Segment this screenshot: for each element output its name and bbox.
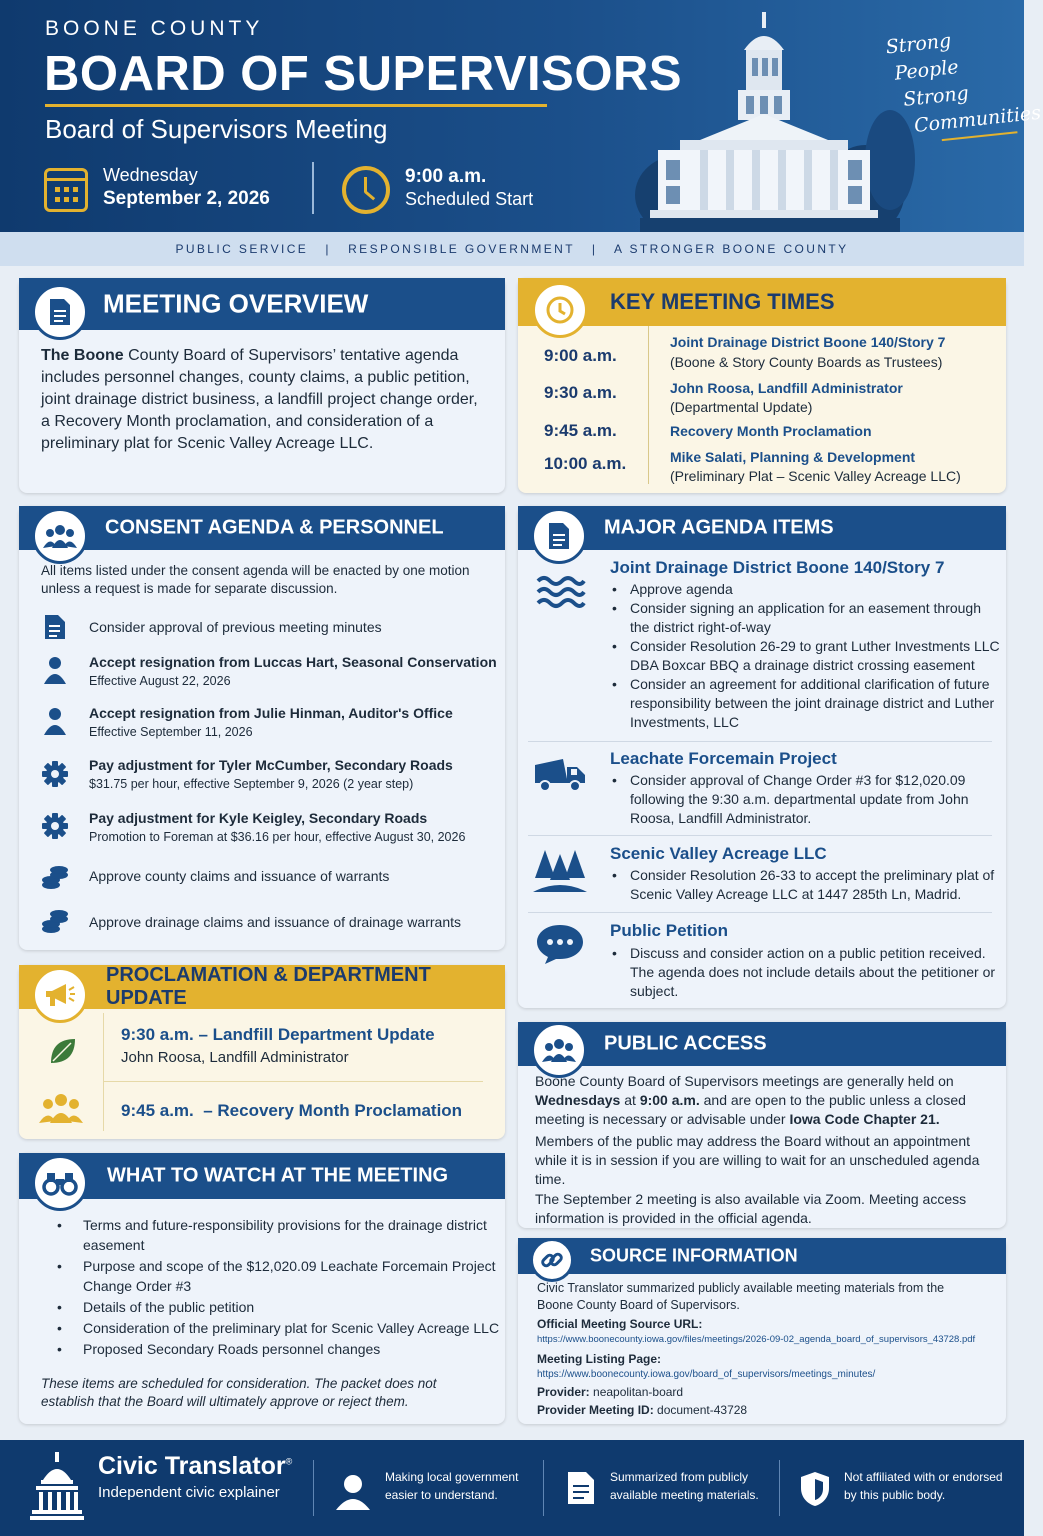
people-icon <box>542 1038 576 1062</box>
footer <box>0 1440 1024 1536</box>
meeting-overview-card <box>19 278 505 493</box>
overview-lead: The Boone <box>41 347 124 364</box>
time-item-name: John Roosa, Landfill Administrator <box>670 380 903 396</box>
agenda-bullet: • Approve agenda <box>610 580 1000 599</box>
card-header <box>19 965 505 1009</box>
leaf-icon <box>47 1035 79 1072</box>
watch-item: • Proposed Secondary Roads personnel changes <box>43 1339 513 1359</box>
document-icon <box>41 613 69 641</box>
proclamation-card <box>19 965 505 1139</box>
agenda-bullet: • Consider signing an application for an easement through the district right-of-way <box>610 599 1000 637</box>
meeting-time-label: Scheduled Start <box>405 189 534 209</box>
document-icon <box>48 298 72 326</box>
megaphone-icon <box>44 982 76 1008</box>
person-icon <box>41 707 69 735</box>
access-text-bold: 9:00 a.m. <box>639 1092 700 1108</box>
access-text: at <box>620 1092 640 1108</box>
what-to-watch-card <box>19 1153 505 1424</box>
proclamation-divider <box>103 1013 104 1131</box>
proclamation-separator <box>103 1081 483 1082</box>
calendar-icon <box>44 168 88 212</box>
access-text: Boone County Board of Supervisors meetings are generally held on <box>535 1073 954 1089</box>
slogan-line: People <box>893 56 960 85</box>
watch-list <box>43 1215 513 1360</box>
consent-item-detail: $31.75 per hour, effective September 9, 2026 (2 year step) <box>89 777 414 791</box>
clock-badge <box>532 282 588 338</box>
time-item-desc: (Boone & Story County Boards as Trustees) <box>670 354 943 370</box>
consent-item-detail: Effective September 11, 2026 <box>89 725 253 739</box>
agenda-bullet: • Discuss and consider action on a public petition received. The agenda does not include details about the petitioner or subject. <box>610 944 1000 1001</box>
consent-item: Accept resignation from Julie Hinman, Auditor's Office <box>89 705 453 721</box>
people-badge <box>32 508 88 564</box>
consent-item-detail: Promotion to Foreman at $36.16 per hour, effective August 30, 2026 <box>89 830 466 844</box>
consent-agenda-card <box>19 506 505 950</box>
agenda-separator <box>528 741 992 742</box>
card-header <box>518 506 1006 550</box>
access-paragraph: The September 2 meeting is also available via Zoom. Meeting access information is provided in the official agenda. <box>535 1191 967 1226</box>
time-item-desc: (Preliminary Plat – Scenic Valley Acreage LLC) <box>670 468 961 484</box>
binoculars-icon <box>43 1171 77 1195</box>
megaphone-badge <box>32 967 88 1023</box>
courthouse-icon <box>640 10 900 232</box>
page-title: BOARD OF SUPERVISORS <box>44 47 683 101</box>
agenda-item-bullets <box>610 866 1000 904</box>
people-icon <box>39 1093 83 1128</box>
agenda-bullet: • Consider approval of Change Order #3 for $12,020.09 following the 9:30 a.m. departmental update from John Roosa, Landfill Administrator. <box>610 771 1000 828</box>
county-name: BOONE COUNTY <box>45 17 264 40</box>
card-header <box>518 1238 1006 1274</box>
card-header <box>518 278 1006 326</box>
watch-item: • Terms and future-responsibility provisions for the drainage district easement <box>43 1215 513 1255</box>
pine-trees-icon <box>534 848 586 892</box>
person-icon <box>41 656 69 684</box>
times-divider <box>648 326 649 484</box>
footer-note: Not affiliated with or endorsed by this public body. <box>844 1470 1003 1502</box>
footer-tagline: Independent civic explainer <box>98 1484 280 1501</box>
meeting-date: September 2, 2026 <box>103 188 270 209</box>
tagline-bar: PUBLIC SERVICE | RESPONSIBLE GOVERNMENT | A STRONGER BOONE COUNTY <box>0 232 1024 266</box>
meeting-id-value: document-43728 <box>653 1403 748 1417</box>
time-item-name: Recovery Month Proclamation <box>670 423 872 439</box>
public-access-card <box>518 1022 1006 1228</box>
document-badge <box>32 284 88 340</box>
proclamation-title: 9:45 a.m. – Recovery Month Proclamation <box>121 1101 463 1120</box>
dump-truck-icon <box>534 752 586 796</box>
card-title: KEY MEETING TIMES <box>610 289 835 314</box>
watch-item: • Consideration of the preliminary plat for Scenic Valley Acreage LLC <box>43 1318 513 1338</box>
card-title: CONSENT AGENDA & PERSONNEL <box>105 516 444 539</box>
agenda-bullet: • Consider Resolution 26-29 to grant Luther Investments LLC DBA Boxcar BBQ a drainage district crossing easement <box>610 637 1000 675</box>
update-title: 9:30 a.m. – Landfill Department Update <box>121 1025 435 1044</box>
agenda-separator <box>528 835 992 836</box>
watch-note: These items are scheduled for consideration. The packet does not establish that the Board will ultimately approve or reject them. <box>41 1376 437 1409</box>
consent-intro: All items listed under the consent agenda will be enacted by one motion unless a request is made for separate discussion. <box>41 563 470 596</box>
card-title: PUBLIC ACCESS <box>604 1032 767 1055</box>
source-url-label: Official Meeting Source URL: <box>537 1317 703 1331</box>
source-intro: Civic Translator summarized publicly available meeting materials from the Boone County Board of Supervisors. <box>537 1281 945 1312</box>
meeting-id-line <box>537 1403 747 1417</box>
major-agenda-card <box>518 506 1006 1008</box>
time-item-name: Joint Drainage District Boone 140/Story 7 <box>670 334 946 350</box>
time-value: 9:45 a.m. <box>544 421 617 440</box>
slogan-line: Strong <box>884 29 953 59</box>
clock-icon <box>342 166 390 214</box>
gear-icon <box>41 812 69 840</box>
agenda-item-title: Public Petition <box>610 921 729 940</box>
footer-brand <box>98 1452 292 1481</box>
meeting-time: 9:00 a.m. <box>405 166 487 187</box>
card-title: PROCLAMATION & DEPARTMENT UPDATE <box>106 964 431 1009</box>
key-times-card <box>518 278 1006 493</box>
person-icon <box>335 1474 371 1515</box>
provider-label: Provider: <box>537 1385 590 1399</box>
agenda-item-title: Joint Drainage District Boone 140/Story 7 <box>610 558 945 577</box>
consent-item: Pay adjustment for Tyler McCumber, Secondary Roads <box>89 757 453 773</box>
time-item-desc: (Departmental Update) <box>670 399 813 415</box>
clock-icon <box>545 295 575 325</box>
card-header <box>19 278 505 330</box>
overview-text <box>41 345 491 455</box>
footer-divider <box>543 1460 544 1516</box>
binoculars-badge <box>32 1155 88 1211</box>
watch-item: • Purpose and scope of the $12,020.09 Leachate Forcemain Project Change Order #3 <box>43 1256 513 1296</box>
listing-link[interactable]: https://www.boonecounty.iowa.gov/board_of_supervisors/meetings_minutes/ <box>537 1369 876 1380</box>
page-subtitle: Board of Supervisors Meeting <box>45 114 388 144</box>
slogan-line: Communities <box>913 101 1042 137</box>
header-banner <box>0 0 1042 232</box>
footer-divider <box>313 1460 314 1516</box>
footer-divider <box>779 1460 780 1516</box>
agenda-separator <box>528 912 992 913</box>
slogan <box>884 22 1042 146</box>
consent-item-detail: Effective August 22, 2026 <box>89 674 231 688</box>
consent-item: Approve drainage claims and issuance of drainage warrants <box>89 914 461 930</box>
time-value: 10:00 a.m. <box>544 454 627 473</box>
agenda-item-bullets <box>610 771 1000 828</box>
header-divider <box>312 162 314 214</box>
card-title: WHAT TO WATCH AT THE MEETING <box>107 1164 449 1187</box>
watch-item: • Details of the public petition <box>43 1297 513 1317</box>
consent-item: Approve county claims and issuance of warrants <box>89 868 390 884</box>
card-header <box>19 506 505 550</box>
access-text-bold: Iowa Code Chapter 21. <box>789 1111 940 1127</box>
document-icon <box>567 1471 595 1510</box>
listing-label: Meeting Listing Page: <box>537 1352 662 1366</box>
time-item-name: Mike Salati, Planning & Development <box>670 449 916 465</box>
people-icon <box>43 524 77 548</box>
agenda-bullet: • Consider an agreement for additional clarification of future responsibility between the joint drainage district and Luther Investments, LLC <box>610 675 1000 732</box>
footer-brand-text: Civic Translator <box>98 1452 286 1480</box>
time-value: 9:30 a.m. <box>544 383 617 402</box>
provider-value: neapolitan-board <box>589 1385 684 1399</box>
card-header <box>19 1153 505 1199</box>
document-icon <box>547 522 571 550</box>
gear-icon <box>41 760 69 788</box>
consent-item: Pay adjustment for Kyle Keigley, Secondary Roads <box>89 810 428 826</box>
title-underline <box>45 104 547 107</box>
footer-note: Summarized from publicly available meeting materials. <box>610 1470 759 1502</box>
coins-icon <box>41 864 69 892</box>
capitol-icon <box>30 1452 84 1525</box>
source-url-link[interactable]: https://www.boonecounty.iowa.gov/files/meetings/2026-09-02_agenda_board_of_supervisors_43728.pdf <box>537 1334 976 1345</box>
coins-icon <box>41 908 69 936</box>
link-badge <box>530 1238 574 1282</box>
consent-item: Accept resignation from Luccas Hart, Seasonal Conservation <box>89 654 497 670</box>
time-value: 9:00 a.m. <box>544 346 617 365</box>
agenda-item-bullets <box>610 580 1000 732</box>
footer-note: Making local government easier to understand. <box>385 1470 519 1502</box>
overview-body: County Board of Supervisors’ tentative agenda includes personnel changes, county claims, a public petition, joint drainage district business, a landfill project change order, a Recovery Month proclamation, and consideration of a preliminary plat for Scenic Valley Acreage LLC. <box>41 347 478 452</box>
access-paragraph <box>535 1072 985 1129</box>
link-icon <box>540 1248 564 1272</box>
card-title: MAJOR AGENDA ITEMS <box>604 516 834 539</box>
people-badge <box>531 1022 587 1078</box>
card-title: SOURCE INFORMATION <box>590 1245 798 1266</box>
consent-item: Consider approval of previous meeting minutes <box>89 619 382 635</box>
card-title: MEETING OVERVIEW <box>103 288 369 319</box>
access-text: and are open to the public unless a closed meeting is necessary or advisable under <box>535 1092 966 1127</box>
document-badge <box>531 508 587 564</box>
registered-mark: ® <box>285 1456 293 1467</box>
meeting-day: Wednesday <box>103 165 198 185</box>
meeting-id-label: Provider Meeting ID: <box>537 1403 654 1417</box>
slogan-line: Strong <box>902 82 970 111</box>
provider-line <box>537 1385 683 1399</box>
source-info-card <box>518 1238 1006 1424</box>
card-header <box>518 1022 1006 1066</box>
agenda-item-bullets <box>610 944 1000 1001</box>
agenda-item-title: Leachate Forcemain Project <box>610 749 837 768</box>
shield-icon <box>800 1471 830 1512</box>
water-waves-icon <box>534 570 586 614</box>
access-text-bold: Wednesdays <box>535 1092 621 1108</box>
speech-bubble-icon <box>534 922 586 966</box>
agenda-item-title: Scenic Valley Acreage LLC <box>610 844 827 863</box>
agenda-bullet: • Consider Resolution 26-33 to accept the preliminary plat of Scenic Valley Acreage LLC at 1447 285th Ln, Madrid. <box>610 866 1000 904</box>
access-paragraph: Members of the public may address the Board without an appointment while it is in session if you are willing to wait for an unscheduled agenda time. <box>535 1133 980 1187</box>
update-detail: John Roosa, Landfill Administrator <box>121 1049 349 1066</box>
